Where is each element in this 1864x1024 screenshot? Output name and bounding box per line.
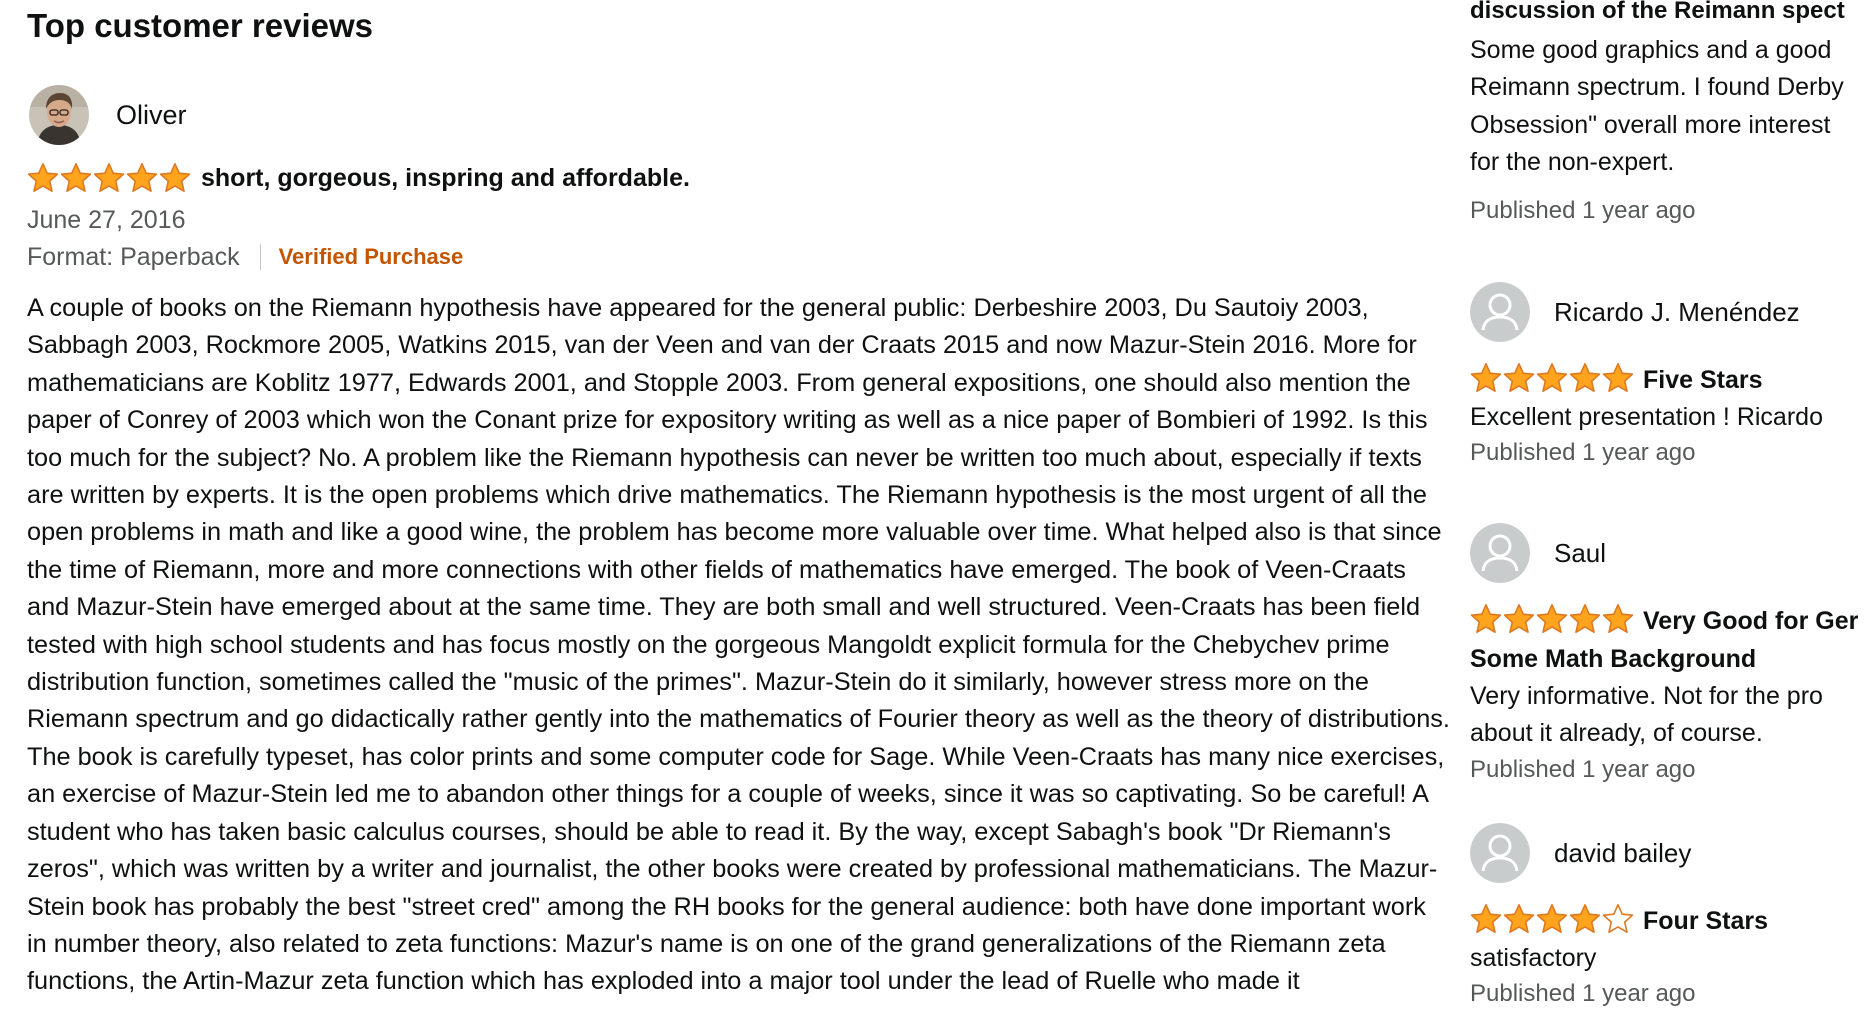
review-title-continued[interactable]: Some Math Background: [1470, 645, 1757, 673]
avatar[interactable]: [1470, 282, 1530, 342]
star-filled-icon: [1536, 603, 1568, 635]
star-filled-icon: [1536, 903, 1568, 935]
review-rating-row: [27, 160, 690, 196]
verified-purchase-badge: Verified Purchase: [278, 244, 464, 269]
review-text: Excellent presentation ! Ricardo: [1470, 403, 1823, 431]
star-filled-icon: [159, 162, 191, 194]
review-text: Very informative. Not for the pro about it already, of course.: [1470, 682, 1823, 748]
published-date: Published 1 year ago: [1470, 197, 1696, 224]
star-filled-icon: [1503, 603, 1535, 635]
review-title[interactable]: short, gorgeous, inspring and affordable.: [201, 163, 690, 192]
published-date: Published 1 year ago: [1470, 439, 1696, 467]
section-title: Top customer reviews: [27, 7, 374, 44]
published-date: Published 1 year ago: [1470, 980, 1696, 1008]
default-avatar-icon: [1470, 282, 1530, 342]
review-rating-row: [1470, 602, 1864, 640]
reviewer-profile[interactable]: [29, 84, 187, 146]
star-filled-icon: [1470, 362, 1502, 394]
star-filled-icon: [1503, 362, 1535, 394]
reviewer-photo: [29, 85, 89, 145]
side-review-card: [1470, 822, 1864, 1009]
star-empty-icon: [1602, 903, 1634, 935]
meta-divider: [260, 244, 261, 270]
review-title[interactable]: Five Stars: [1643, 366, 1763, 394]
star-filled-icon: [1503, 903, 1535, 935]
review-meta: [27, 242, 463, 272]
star-filled-icon: [1470, 903, 1502, 935]
reviewer-name[interactable]: Saul: [1554, 538, 1607, 568]
star-rating[interactable]: [1470, 902, 1635, 936]
star-rating[interactable]: [27, 162, 192, 194]
star-filled-icon: [1470, 603, 1502, 635]
avatar[interactable]: [29, 85, 89, 145]
star-rating[interactable]: [1470, 361, 1635, 395]
star-filled-icon: [126, 162, 158, 194]
star-filled-icon: [60, 162, 92, 194]
star-filled-icon: [1602, 603, 1634, 635]
review-title[interactable]: Very Good for Ger: [1643, 607, 1859, 635]
reviewer-profile[interactable]: [1470, 522, 1864, 584]
review-title[interactable]: Four Stars: [1643, 907, 1769, 935]
side-review-text: Some good graphics and a good Reimann spectrum. I found Derby Obsession" overall more interest for the non-expert.: [1470, 36, 1844, 177]
star-filled-icon: [27, 162, 59, 194]
reviewer-name[interactable]: david bailey: [1554, 838, 1692, 868]
star-filled-icon: [1602, 362, 1634, 394]
star-filled-icon: [1569, 603, 1601, 635]
review-rating-row: [1470, 902, 1864, 940]
side-review-card: [1470, 281, 1864, 468]
side-review-card: [1470, 522, 1864, 785]
review-date: June 27, 2016: [27, 206, 186, 234]
review-rating-row: [1470, 361, 1864, 399]
reviewer-name[interactable]: Oliver: [116, 100, 187, 130]
side-review-title[interactable]: discussion of the Reimann spect: [1470, 0, 1845, 24]
format-link[interactable]: Format: Paperback: [27, 243, 240, 271]
review-body: A couple of books on the Riemann hypothesis have appeared for the general public: Derbeshire 2003, Du Sautoiy 2003, Sabbagh 2003, Rockmore 2005, Watkins 2015, van der Veen and van der Craats 2015 and now Mazur-Stein 2016. More for mathematicians are Koblitz 1977, Edwards 2001, and Stopple 2003. From general expositions, one should also mention the paper of Conrey of 2003 which won the Conant prize for expository writing as well as a nice paper of Bombieri of 1992. Is this too much for the subject? No. A problem like the Riemann hypothesis can never be written too much about, especially if texts are written by experts. It is the open problems which drive mathematics. The Riemann hypothesis is the most urgent of all the open problems in math and like a good wine, the problem has become more valuable over time. What helped also is that since the time of Riemann, more and more connections with other fields of mathematics have emerged. The book of Veen-Craats and Mazur-Stein have emerged about at the same time. They are both small and well structured. Veen-Craats has been field tested with high school students and has focus mostly on the gorgeous Mangoldt explicit formula for the Chebychev prime distribution function, sometimes called the "music of the primes". Mazur-Stein do it similarly, however stress more on the Riemann spectrum and go didactically rather gently into the mathematics of Fourier theory as well as the theory of distributions. The book is carefully typeset, has color prints and some computer code for Sage. While Veen-Craats has many nice exercises, an exercise of Mazur-Stein led me to abandon other things for a couple of weeks, since it was so captivating. So be careful! A student who has taken basic calculus courses, should be able to read it. By the way, except Sabagh's book "Dr Riemann's zeros", which was written by a writer and journalist, the other books were created by professional mathematicians. The Mazur-Stein book has probably the best "street cred" among the RH books for the general audience: both have done important work in number theory, also related to zeta functions: Mazur's name is on one of the grand generalizations of the Riemann zeta functions, the Artin-Mazur zeta function which has exploded into a major tool under the lead of Ruelle who made it: [27, 294, 1450, 996]
avatar[interactable]: [1470, 823, 1530, 883]
default-avatar-icon: [1470, 523, 1530, 583]
avatar[interactable]: [1470, 523, 1530, 583]
reviewer-name[interactable]: Ricardo J. Menéndez: [1554, 297, 1800, 327]
star-filled-icon: [1569, 362, 1601, 394]
published-date: Published 1 year ago: [1470, 755, 1696, 783]
star-filled-icon: [93, 162, 125, 194]
star-rating[interactable]: [1470, 602, 1635, 636]
reviewer-profile[interactable]: [1470, 822, 1864, 884]
default-avatar-icon: [1470, 823, 1530, 883]
star-filled-icon: [1536, 362, 1568, 394]
review-text: satisfactory: [1470, 944, 1597, 972]
star-filled-icon: [1569, 903, 1601, 935]
reviewer-profile[interactable]: [1470, 281, 1864, 343]
